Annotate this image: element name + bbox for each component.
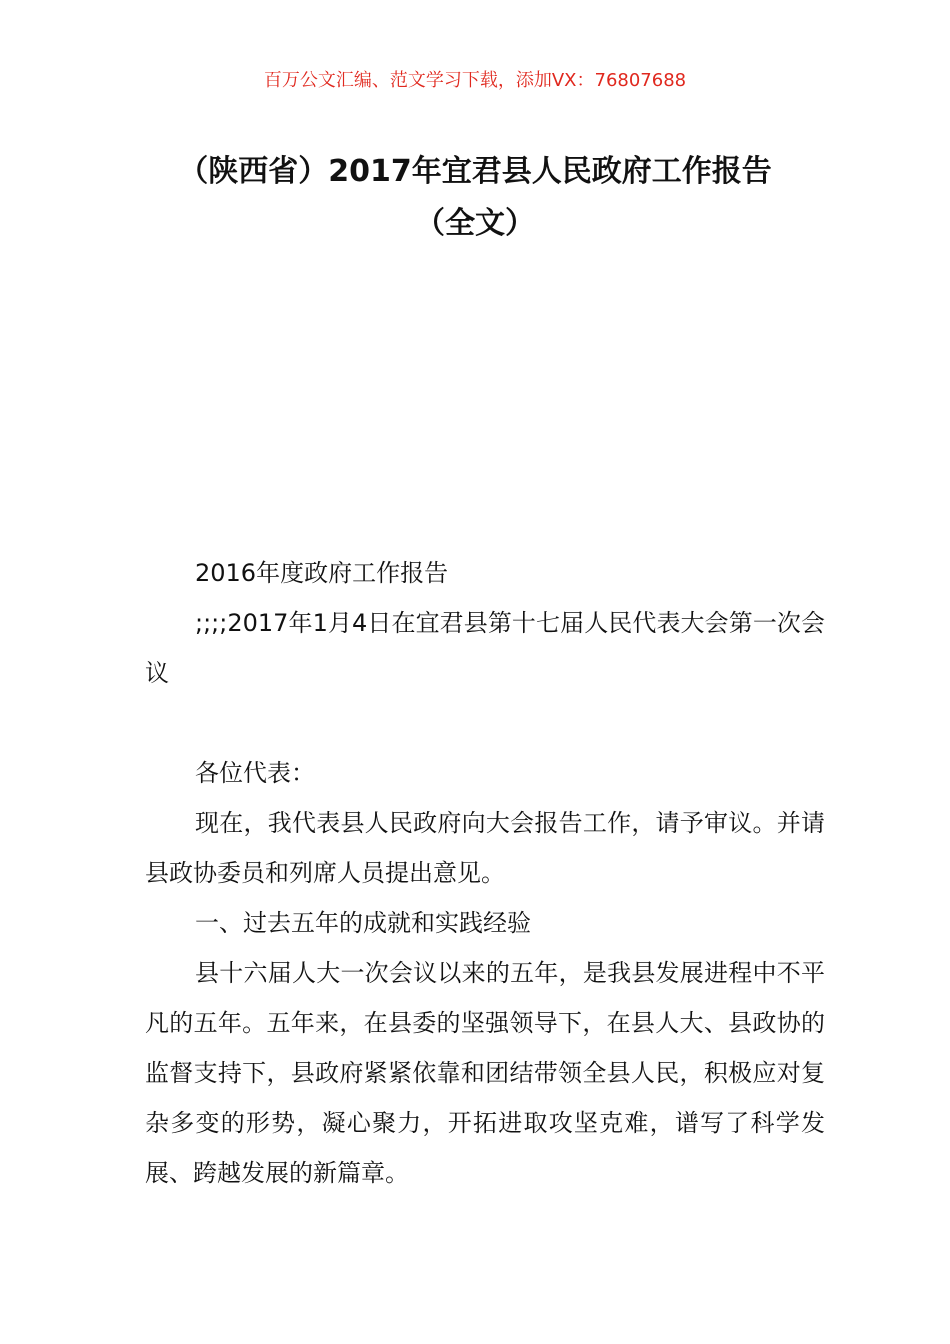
header-note: 百万公文汇编、范文学习下载，添加VX：76807688 — [263, 70, 687, 91]
document-body — [145, 548, 825, 1198]
opening-paragraph: 现在，我代表县人民政府向大会报告工作，请予审议。并请县政协委员和列席人员提出意见。 — [145, 809, 825, 887]
blank-line — [145, 698, 825, 748]
salutation: 各位代表： — [195, 759, 315, 787]
report-heading: 2016年度政府工作报告 — [195, 559, 449, 587]
section-heading: 一、过去五年的成就和实践经验 — [195, 909, 531, 937]
body-paragraph: 县十六届人大一次会议以来的五年，是我县发展进程中不平凡的五年。五年来，在县委的坚强领导下，在县人大、县政协的监督支持下，县政府紧紧依靠和团结带领全县人民，积极应对复杂多变的形势，凝心聚力，开拓进取攻坚克难，谱写了科学发展、跨越发展的新篇章。 — [145, 959, 825, 1187]
meeting-line: ;;;;2017年1月4日在宜君县第十七届人民代表大会第一次会议 — [145, 609, 825, 687]
document-title: （陕西省）2017年宜君县人民政府工作报告（全文） — [178, 154, 772, 241]
